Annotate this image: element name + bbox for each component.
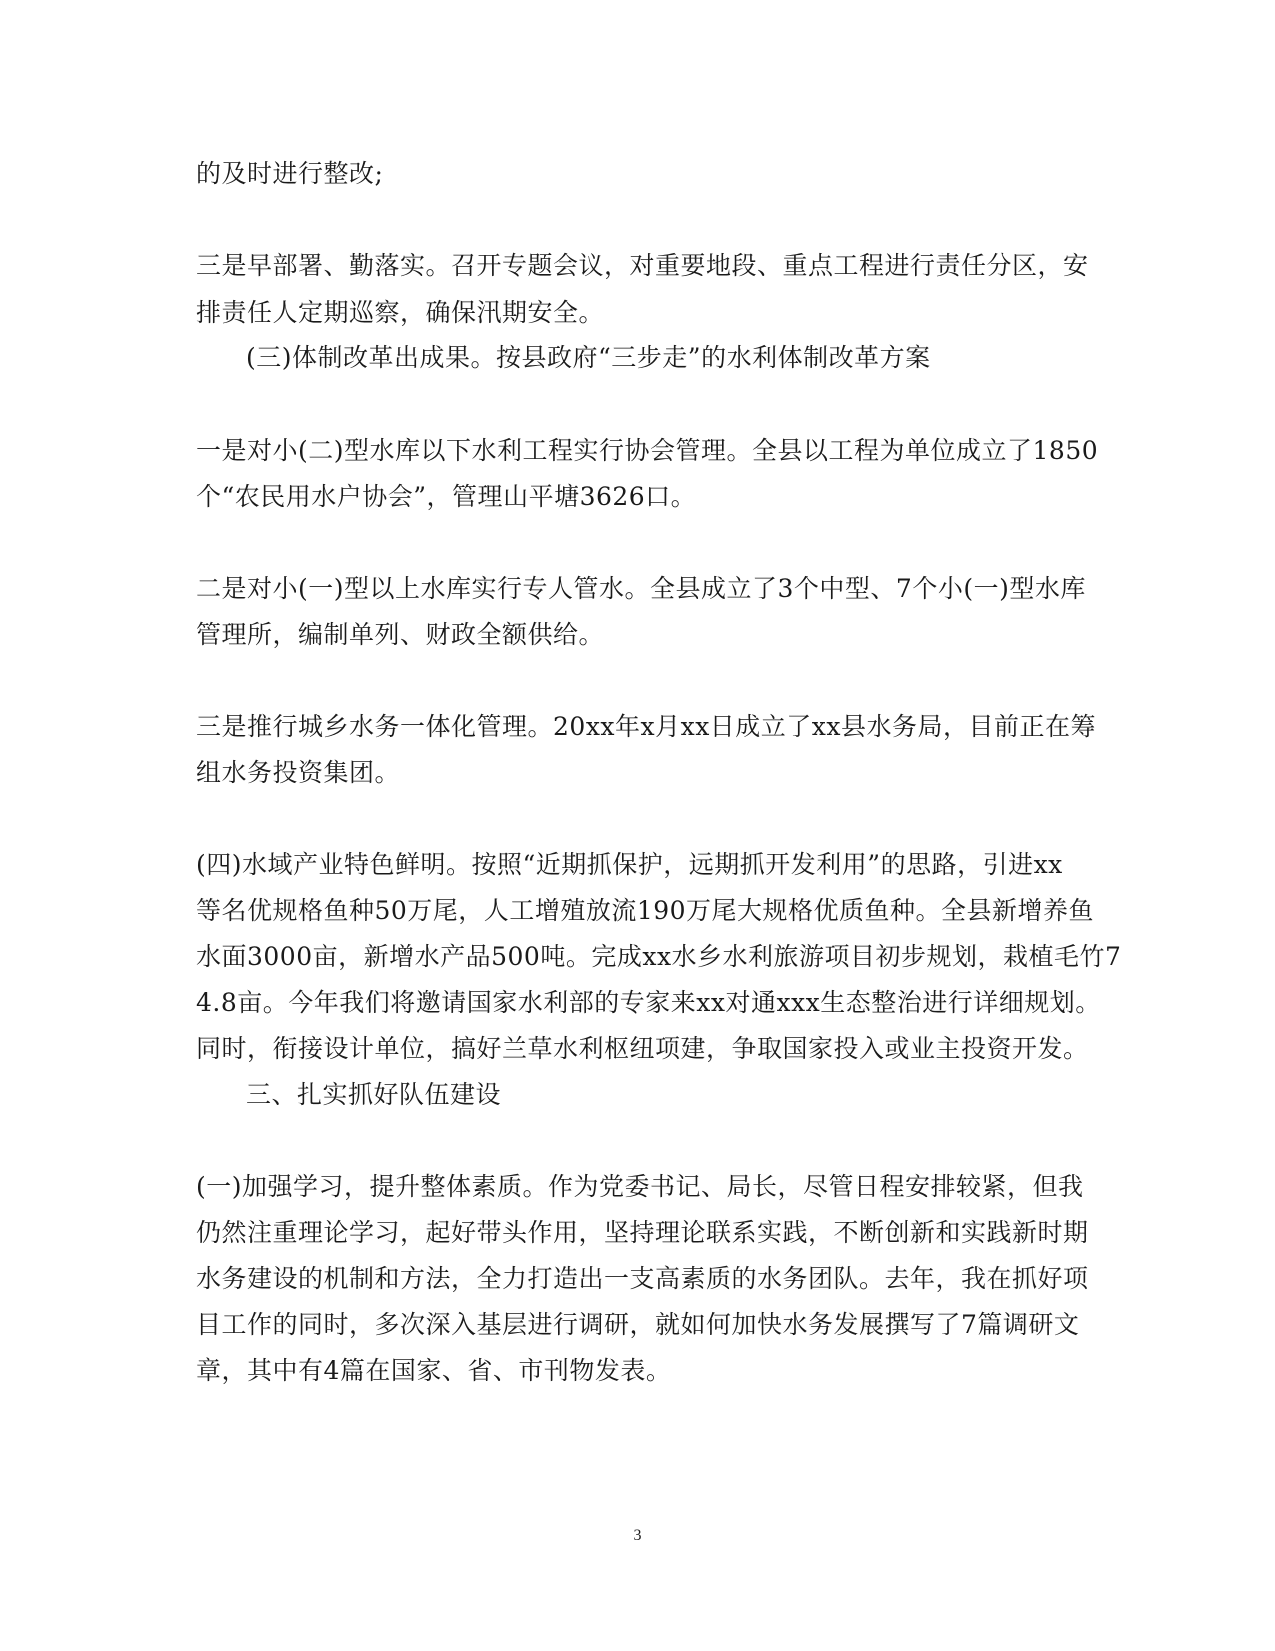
text-line: 等名优规格鱼种50万尾，人工增殖放流190万尾大规格优质鱼种。全县新增养鱼 [196, 896, 1095, 925]
text-line: 组水务投资集团。 [196, 758, 401, 787]
section-heading: 三、扎实抓好队伍建设 [246, 1080, 502, 1109]
text-line: 三是推行城乡水务一体化管理。20xx年x月xx日成立了xx县水务局，目前正在筹 [196, 712, 1097, 741]
text-line: 同时，衔接设计单位，搞好兰草水利枢纽项建，争取国家投入或业主投资开发。 [196, 1034, 1089, 1063]
section-heading: (三)体制改革出成果。按县政府“三步走”的水利体制改革方案 [246, 343, 931, 372]
text-line: 目工作的同时，多次深入基层进行调研，就如何加快水务发展撰写了7篇调研文 [196, 1310, 1080, 1339]
text-line: 二是对小(一)型以上水库实行专人管水。全县成立了3个中型、7个小(一)型水库 [196, 574, 1086, 603]
text-line: 章，其中有4篇在国家、省、市刊物发表。 [196, 1356, 672, 1385]
text-line: 管理所，编制单列、财政全额供给。 [196, 620, 605, 649]
text-line: 三是早部署、勤落实。召开专题会议，对重要地段、重点工程进行责任分区，安 [196, 251, 1089, 280]
text-line: (四)水域产业特色鲜明。按照“近期抓保护，远期抓开发利用”的思路，引进xx [196, 850, 1063, 879]
text-line: 的及时进行整改; [196, 159, 384, 188]
text-line: 仍然注重理论学习，起好带头作用，坚持理论联系实践，不断创新和实践新时期 [196, 1218, 1089, 1247]
page-number: 3 [633, 1527, 642, 1544]
text-line: 水面3000亩，新增水产品500吨。完成xx水乡水利旅游项目初步规划，栽植毛竹7 [196, 942, 1122, 971]
text-line: (一)加强学习，提升整体素质。作为党委书记、局长，尽管日程安排较紧，但我 [196, 1172, 1084, 1201]
text-line: 排责任人定期巡察，确保汛期安全。 [196, 298, 605, 327]
text-line: 4.8亩。今年我们将邀请国家水利部的专家来xx对通xxx生态整治进行详细规划。 [196, 988, 1101, 1017]
text-line: 一是对小(二)型水库以下水利工程实行协会管理。全县以工程为单位成立了1850 [196, 436, 1099, 465]
text-line: 个“农民用水户协会”，管理山平塘3626口。 [196, 482, 697, 511]
text-line: 水务建设的机制和方法，全力打造出一支高素质的水务团队。去年，我在抓好项 [196, 1264, 1089, 1293]
